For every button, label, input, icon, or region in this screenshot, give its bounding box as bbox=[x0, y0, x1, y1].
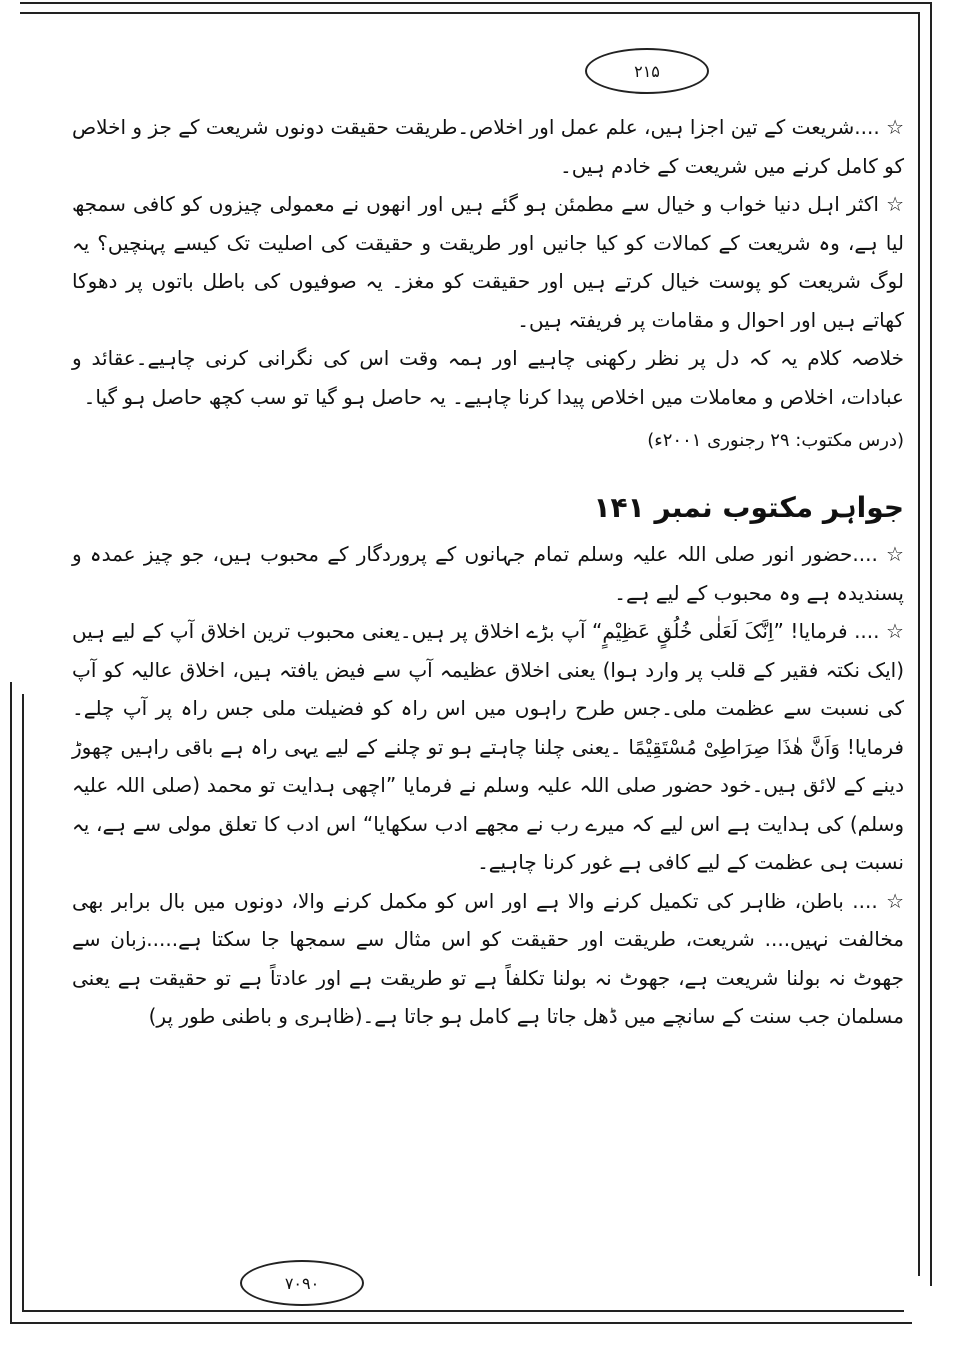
paragraph: ☆ .... باطن، ظاہر کی تکمیل کرنے والا ہے اور اس کو مکمل کرنے والا، دونوں میں بال برابر بھی مخالفت نہیں.... شریعت، طریقت اور حقیقت کو اس مثال سے سمجھا جا سکتا ہے.....زبان سے جھوٹ نہ بولنا شریعت ہے، جھوٹ نہ بولنا تکلفاً ہے تو طریقت ہے اور عادتاً ہے تو حقیقت ہے یعنی مسلمان جب سنت کے سانچے میں ڈھل جاتا ہے کامل ہو جاتا ہے۔(ظاہری و باطنی طور پر) bbox=[72, 888, 904, 1028]
page-body bbox=[72, 108, 904, 1036]
paragraph: خلاصہ کلام یہ کہ دل پر نظر رکھنی چاہیے اور ہمہ وقت اس کی نگرانی کرنی چاہیے۔عقائد و عبادات، اخلاص و معاملات میں اخلاص پیدا کرنا چاہیے۔ یہ حاصل ہو گیا تو سب کچھ حاصل ہو گیا۔ bbox=[72, 346, 904, 409]
page-number-top: ۲۱۵ bbox=[585, 48, 709, 94]
paragraph: ☆ .... فرمایا! ”اِنَّکَ لَعَلٰی خُلُقٍ عَظِیْمٍ“ آپ بڑے اخلاق پر ہیں۔یعنی محبوب ترین اخلاق آپ کے لیے ہیں (ایک نکتہ فقیر کے قلب پر وارد ہوا) یعنی اخلاق عظیمہ آپ سے فیض یافتہ ہیں، اخلاق عالیہ کو آپ کی نسبت سے عظمت ملی۔جس طرح راہوں میں اس راہ کو فضیلت ملی جس راہ پر آپ چلے۔ فرمایا! وَاَنَّ هٰذَا صِرَاطِیْ مُسْتَقِیْمًا ۔یعنی چلنا چاہتے ہو تو چلنے کے لیے یہی راہ ہے باقی راہیں چھوڑ دینے کے لائق ہیں۔خود حضور صلی اللہ علیہ وسلم نے فرمایا ”اچھی ہدایت تو محمد (صلی اللہ علیہ وسلم) کی ہدایت ہے اس لیے کہ میرے رب نے مجھے ادب سکھایا“ اس ادب کا تعلق مولی سے ہے، یہ نسبت ہی عظمت کے لیے کافی ہے غور کرنا چاہیے۔ bbox=[72, 619, 904, 874]
paragraph: ☆ ....شریعت کے تین اجزا ہیں، علم عمل اور اخلاص۔طریقت حقیقت دونوں شریعت کے جز و اخلاص کو کامل کرنے میں شریعت کے خادم ہیں۔ bbox=[72, 115, 904, 178]
section-heading: جواہر مکتوب نمبر ۱۴۱ bbox=[593, 490, 904, 524]
paragraph: ☆ ....حضور انور صلی اللہ علیہ وسلم تمام جہانوں کے پروردگار کے محبوب ہیں، جو چیز عمدہ و پسندیدہ ہے وہ محبوب کے لیے ہے۔ bbox=[72, 542, 904, 605]
citation: (درس مکتوب: ۲۹ رجنوری ۲۰۰۱ء) bbox=[647, 430, 904, 451]
paragraph: ☆ اکثر اہل دنیا خواب و خیال سے مطمئن ہو گئے ہیں اور انھوں نے معمولی چیزوں کو کافی سمجھ لیا ہے، وہ شریعت کے کمالات کو کیا جانیں اور طریقت و حقیقت کی اصلیت تک کیسے پہنچیں؟ یہ لوگ شریعت کو پوست خیال کرتے ہیں اور حقیقت کو مغز۔ یہ صوفیوں کی باطل باتوں پر دھوکا کھاتے ہیں اور احوال و مقامات پر فریفتہ ہیں۔ bbox=[72, 192, 904, 332]
page-number-bottom: ۷۰۹۰ bbox=[240, 1260, 364, 1306]
